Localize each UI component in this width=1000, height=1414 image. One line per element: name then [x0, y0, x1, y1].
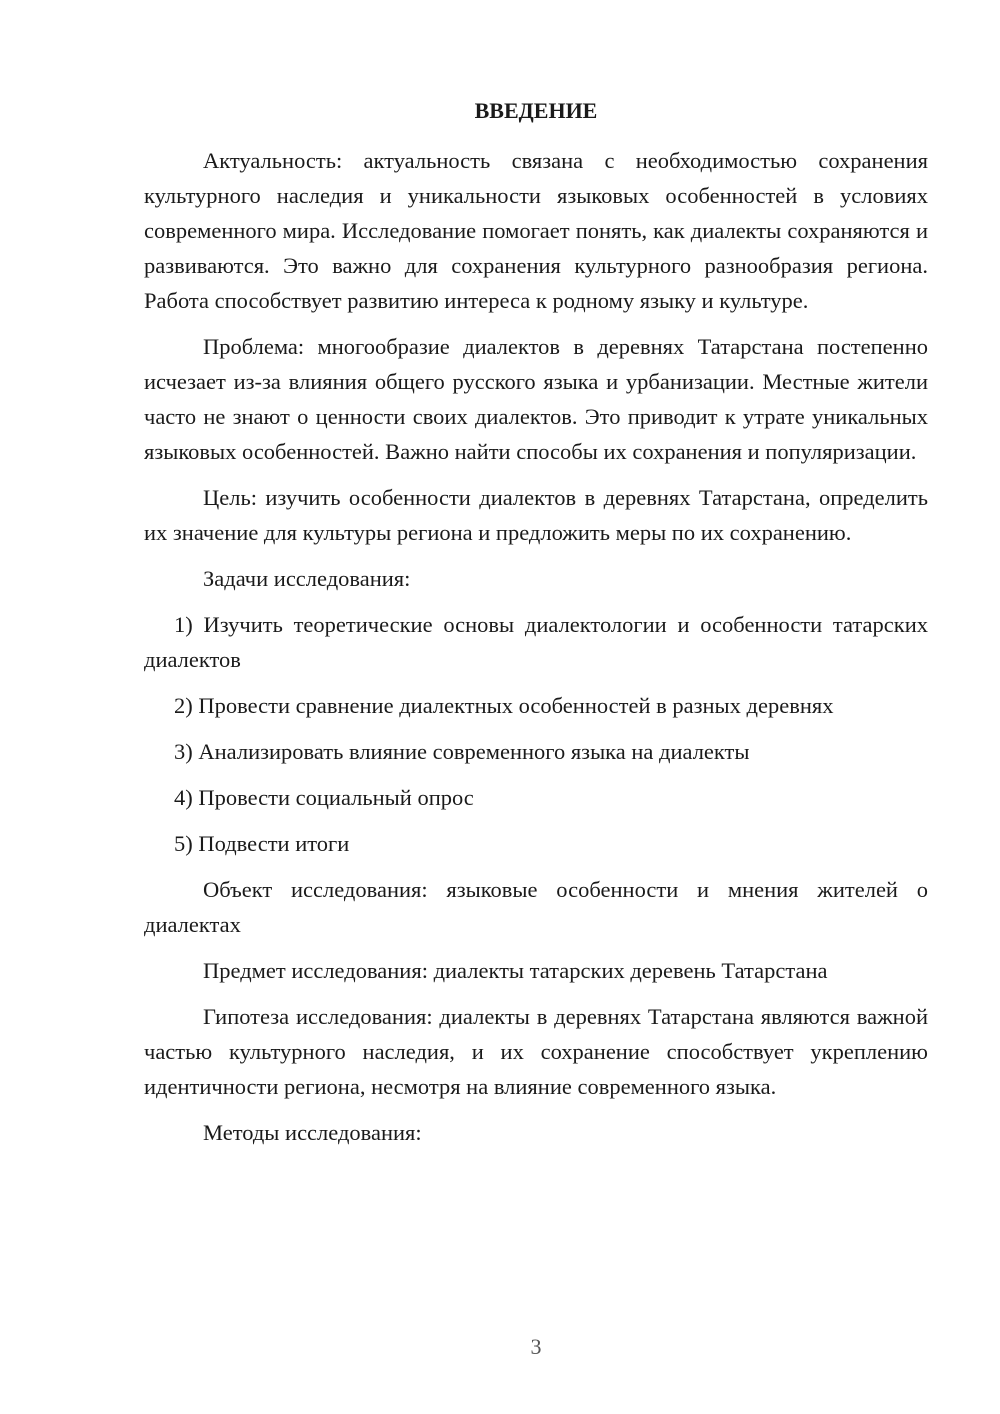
page-number: 3 [530, 1334, 542, 1359]
paragraph-relevance: Актуальность: актуальность связана с необходимостью сохранения культурного наследия и уникальности языковых особенностей в условиях современного мира. Исследование помогает понять, как диалекты сохраняются и развиваются. Это важно для сохранения культурного разнообразия региона. Работа способствует развитию интереса к родному языку и культуре. [144, 148, 928, 313]
list-item: 5) Подвести итоги [174, 831, 350, 856]
page-title: ВВЕДЕНИЕ [474, 98, 598, 123]
methods-title: Методы исследования: [203, 1120, 422, 1145]
paragraph-goal: Цель: изучить особенности диалектов в деревнях Татарстана, определить их значение для культуры региона и предложить меры по их сохранению. [144, 485, 928, 545]
paragraph-problem: Проблема: многообразие диалектов в деревнях Татарстана постепенно исчезает из-за влияния общего русского языка и урбанизации. Местные жители часто не знают о ценности своих диалектов. Это приводит к утрате уникальных языковых особенностей. Важно найти способы их сохранения и популяризации. [144, 334, 928, 464]
list-item: 4) Провести социальный опрос [174, 785, 474, 810]
tasks-list [144, 607, 928, 861]
document-body [144, 143, 928, 1150]
tasks-title: Задачи исследования: [203, 566, 411, 591]
list-item: 2) Провести сравнение диалектных особенностей в разных деревнях [174, 693, 834, 718]
list-item: 1) Изучить теоретические основы диалектологии и особенности татарских диалектов [144, 612, 928, 672]
paragraph-object: Объект исследования: языковые особенности и мнения жителей о диалектах [144, 877, 928, 937]
paragraph-subject: Предмет исследования: диалекты татарских деревень Татарстана [203, 958, 828, 983]
list-item: 3) Анализировать влияние современного языка на диалекты [174, 739, 750, 764]
paragraph-hypothesis: Гипотеза исследования: диалекты в деревнях Татарстана являются важной частью культурного наследия, и их сохранение способствует укреплению идентичности региона, несмотря на влияние современного языка. [144, 1004, 928, 1099]
